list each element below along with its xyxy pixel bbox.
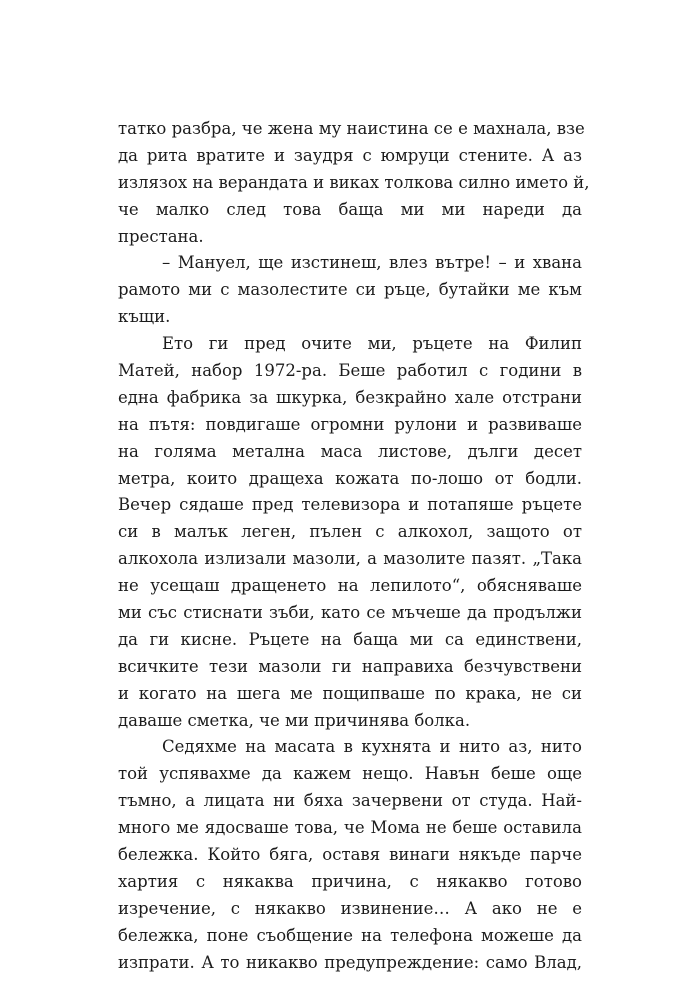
- text-line: да ги кисне. Ръцете на баща ми са единствени,: [118, 629, 582, 649]
- text-line: Вечер сядаше пред телевизора и потапяше ръцете: [118, 495, 582, 515]
- text-line: на пътя: повдигаше огромни рулони и развиваше: [118, 414, 582, 434]
- text-line: алкохола излизали мазоли, а мазолите пазят. „Така: [118, 549, 582, 569]
- text-line: бележка. Който бяга, оставя винаги някъде парче: [118, 845, 582, 865]
- text-line: метра, които дращеха кожата по-лошо от бодли.: [118, 468, 582, 488]
- text-line: – Мануел, ще изстинеш, влез вътре! – и хвана: [162, 253, 582, 273]
- text-line: много ме ядосваше това, че Мома не беше оставила: [118, 818, 582, 838]
- paragraph: [118, 116, 590, 250]
- text-line: излязох на верандата и виках толкова силно името й,: [118, 172, 590, 192]
- text-line: татко разбра, че жена му наистина се е махнала, взе: [118, 119, 585, 138]
- text-line: къщи.: [118, 307, 171, 327]
- text-line: Седяхме на масата в кухнята и нито аз, нито: [162, 737, 582, 757]
- body-text: [118, 116, 590, 977]
- text-line: Матей, набор 1972-ра. Беше работил с години в: [118, 361, 582, 381]
- text-line: рамото ми с мазолестите си ръце, бутайки ме към: [118, 280, 582, 300]
- text-line: даваше сметка, че ми причинява болка.: [118, 710, 471, 730]
- paragraph: [118, 734, 582, 976]
- text-line: на голяма метална маса листове, дълги десет: [118, 441, 582, 461]
- text-line: една фабрика за шкурка, безкрайно хале отстрани: [118, 387, 582, 407]
- text-line: всичките тези мазоли ги направиха безчувствени: [118, 656, 582, 676]
- text-line: той успявахме да кажем нещо. Навън беше още: [118, 764, 582, 784]
- text-line: тъмно, а лицата ни бяха зачервени от студа. Най-: [118, 791, 582, 811]
- text-line: изпрати. А то никакво предупреждение: само Влад,: [118, 952, 582, 972]
- paragraph: [118, 331, 582, 734]
- text-line: хартия с някаква причина, с някакво готово: [118, 871, 582, 891]
- text-line: ми със стиснати зъби, като се мъчеше да продължи: [118, 603, 582, 623]
- text-line: престана.: [118, 226, 204, 246]
- text-line: да рита вратите и заудря с юмруци стените. А аз: [118, 145, 582, 165]
- paragraph: [118, 250, 582, 331]
- text-line: бележка, поне съобщение на телефона можеше да: [118, 925, 582, 945]
- text-line: че малко след това баща ми ми нареди да: [118, 199, 582, 219]
- text-line: си в малък леген, пълен с алкохол, защото от: [118, 522, 582, 542]
- text-line: не усещаш дращенето на лепилото“, обясняваше: [118, 576, 582, 596]
- text-line: изречение, с някакво извинение… А ако не е: [118, 898, 582, 918]
- text-line: и когато на шега ме пощипваше по крака, не си: [118, 683, 582, 703]
- text-line: Ето ги пред очите ми, ръцете на Филип: [162, 334, 582, 354]
